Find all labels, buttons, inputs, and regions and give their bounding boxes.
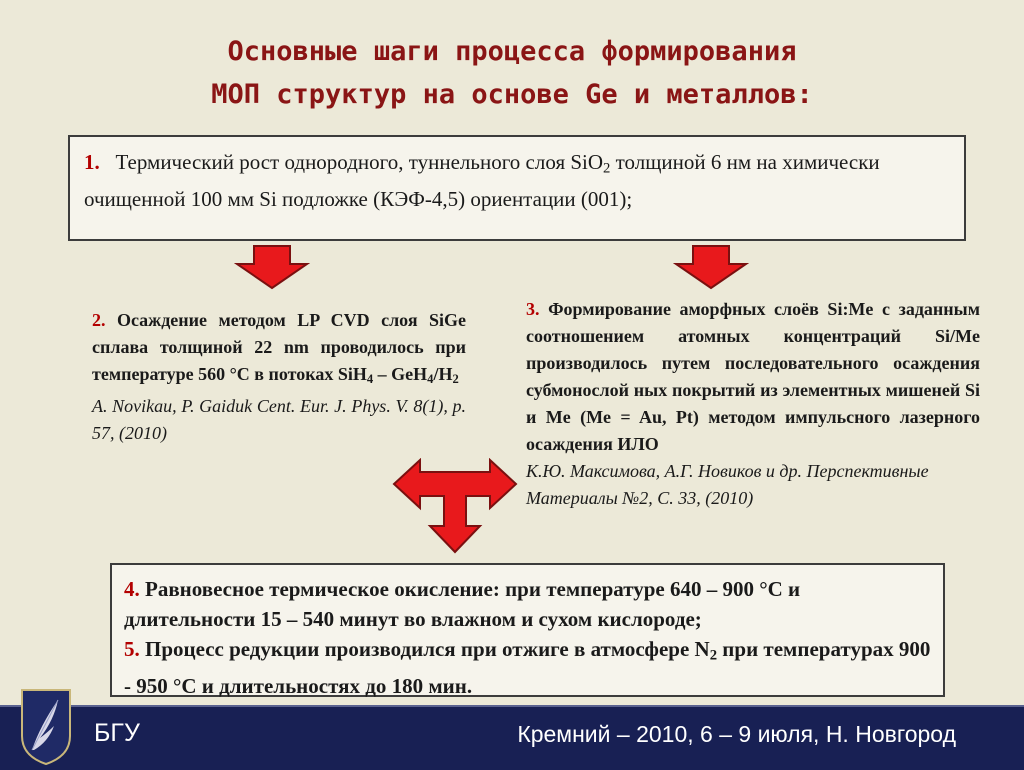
step-4: 4. Равновесное термическое окисление: при температуре 640 – 900 °С и длительности 15 – 540 минут во влажном и сухом кислороде; [124,577,801,631]
step-1-box [68,135,966,241]
title-line-1: Основные шаги процесса формирования [227,36,797,67]
down-arrow-icon [234,244,310,290]
footer-bar [0,705,1024,770]
step-3-number: 3. [526,299,540,319]
footer-organization: БГУ [94,719,140,747]
university-logo-icon [18,686,74,766]
step-2-text: 2. Осаждение методом LP CVD слоя SiGe сплава толщиной 22 nm проводилось при температуре 560 °С в потоках $SiH_4 - GeH_4/H_2$ A. Novikau, P. Gaiduk Cent. Eur. J. Phys. V. 8(1), p. 57, (2010) [92,307,466,447]
step-5-number: 5. [124,637,140,661]
steps-4-5-box [110,563,945,697]
step-2-number: 2. [92,310,106,330]
step-2-reference: A. Novikau, P. Gaiduk Cent. Eur. J. Phys. V. 8(1), p. 57, (2010) [92,396,466,444]
step-1-text: Термический рост однородного, туннельного слоя SiO$_2$ толщиной 6 нм на химически очищенной 100 мм Si подложке (КЭФ-4,5) ориентации (001); [84,150,880,211]
down-arrow-icon [673,244,749,290]
step-1-number: 1. [84,150,100,174]
step-3-reference: К.Ю. Максимова, А.Г. Новиков и др. Перспективные Материалы №2, С. 33, (2010) [526,461,929,508]
step-4-number: 4. [124,577,140,601]
step-5: 5. Процесс редукции производился при отжиге в атмосфере $N_2$ при температурах 900 - 950 °С и длительностях до 180 мин. [124,637,931,698]
title-line-2: МОП структур на основе Ge и металлов: [211,79,813,110]
step-3-text: 3. Формирование аморфных слоёв Si:Me с заданным соотношением атомных концентраций Si/Me производилось путем последовательного осаждения субмонослой ных покрытий из элементных мишеней Si и Me (Me = Au, Pt) методом импульсного лазерного осаждения ИЛО К.Ю. Максимова, А.Г. Новиков и др. Перспективные Материалы №2, С. 33, (2010) [526,296,980,512]
three-way-arrow-icon [392,458,518,554]
footer-event: Кремний – 2010, 6 – 9 июля, Н. Новгород [517,721,956,747]
slide-title [0,30,1024,116]
